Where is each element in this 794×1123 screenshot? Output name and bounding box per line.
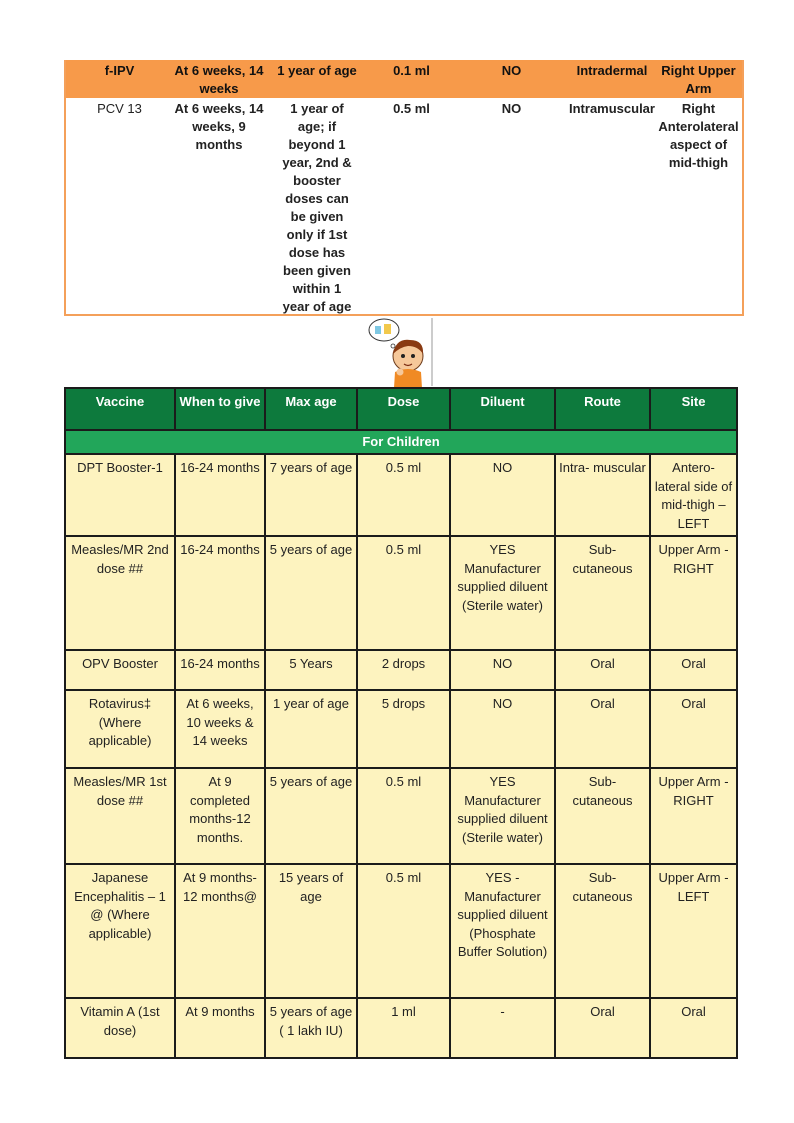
cell-when: At 6 weeks, 14 weeks <box>174 63 264 96</box>
cell-route: Intra- muscular <box>555 454 650 536</box>
cell-route: Intramuscular <box>569 101 655 116</box>
cell-max-age: 5 Years <box>265 650 357 690</box>
max-age-line: age; if <box>297 119 337 134</box>
cell-diluent: NO <box>450 650 555 690</box>
cell-when: At 6 weeks, 10 weeks & 14 weeks <box>175 690 265 768</box>
section-label: For Children <box>65 430 737 454</box>
cell-diluent: NO <box>501 101 522 116</box>
cell-route: Oral <box>555 650 650 690</box>
max-age-line: dose has <box>288 245 346 260</box>
cell-diluent: YES - Manufacturer supplied diluent (Phosphate Buffer Solution) <box>450 864 555 998</box>
cell-site: Antero- lateral side of mid-thigh – LEFT <box>650 454 737 536</box>
max-age-line: only if 1st <box>286 227 348 242</box>
cell-when: At 9 months-12 months@ <box>175 864 265 998</box>
cell-diluent: NO <box>501 63 522 78</box>
cell-dose: 0.5 ml <box>357 864 450 998</box>
table-row <box>65 768 737 864</box>
cell-when: 16-24 months <box>175 454 265 536</box>
max-age-line: been given <box>283 263 351 278</box>
max-age-line: be given <box>290 209 344 224</box>
cell-route: Oral <box>555 690 650 768</box>
cell-when: At 9 months <box>175 998 265 1058</box>
cell-vaccine: Japanese Encephalitis – 1 @ (Where applicable) <box>65 864 175 998</box>
thinking-boy-illustration <box>362 316 440 388</box>
cell-vaccine: OPV Booster <box>65 650 175 690</box>
cell-vaccine: Measles/MR 1st dose ## <box>65 768 175 864</box>
cell-max-age: 1 year of age <box>265 690 357 768</box>
cell-vaccine: Measles/MR 2nd dose ## <box>65 536 175 650</box>
cell-site: Oral <box>650 998 737 1058</box>
children-vaccine-table <box>64 387 738 1059</box>
table-row <box>65 536 737 650</box>
section-row <box>65 430 737 454</box>
cell-dose: 0.5 ml <box>357 536 450 650</box>
cell-dose: 1 ml <box>357 998 450 1058</box>
cell-max-age: 15 years of age <box>265 864 357 998</box>
header-vaccine: Vaccine <box>65 388 175 430</box>
table-row <box>65 454 737 536</box>
cell-max-age: 1 year of age <box>277 63 357 78</box>
header-when: When to give <box>175 388 265 430</box>
cell-site: Upper Arm - RIGHT <box>650 536 737 650</box>
thought-figure <box>375 326 381 334</box>
cell-when: At 6 weeks, 14 weeks, 9 months <box>174 101 264 152</box>
table-header-row <box>65 388 737 430</box>
cell-dose: 0.5 ml <box>357 454 450 536</box>
header-max-age: Max age <box>265 388 357 430</box>
table-row <box>65 998 737 1058</box>
cell-max-age: 5 years of age <box>265 768 357 864</box>
top-vaccine-table <box>64 60 744 316</box>
cell-dose: 0.5 ml <box>393 101 430 116</box>
header-route: Route <box>555 388 650 430</box>
table-row <box>65 650 737 690</box>
cell-vaccine: Rotavirus‡ (Where applicable) <box>65 690 175 768</box>
cell-max-age: 5 years of age ( 1 lakh IU) <box>265 998 357 1058</box>
table-row <box>65 690 737 768</box>
cell-site: Right Anterolateral aspect of mid-thigh <box>658 101 739 170</box>
cell-vaccine: Vitamin A (1st dose) <box>65 998 175 1058</box>
cell-site: Upper Arm - RIGHT <box>650 768 737 864</box>
cell-max-age: 5 years of age <box>265 536 357 650</box>
cell-dose: 2 drops <box>357 650 450 690</box>
max-age-line: 1 year of <box>290 101 344 116</box>
max-age-line: within 1 <box>292 281 342 296</box>
table-row <box>65 864 737 998</box>
cell-route: Sub- cutaneous <box>555 864 650 998</box>
thought-figure <box>384 324 391 334</box>
cell-max-age <box>265 98 369 314</box>
cell-site: Oral <box>650 650 737 690</box>
cell-dose: 5 drops <box>357 690 450 768</box>
cell-vaccine: PCV 13 <box>97 101 142 116</box>
cell-route: Sub- cutaneous <box>555 768 650 864</box>
cell-when: At 9 completed months-12 months. <box>175 768 265 864</box>
top-table-row-pcv13 <box>66 98 742 314</box>
cell-diluent: YES Manufacturer supplied diluent (Sterile water) <box>450 768 555 864</box>
max-age-line: year, 2nd & <box>282 155 352 170</box>
cell-route: Sub- cutaneous <box>555 536 650 650</box>
cell-diluent: NO <box>450 690 555 768</box>
cell-site: Upper Arm - LEFT <box>650 864 737 998</box>
cell-diluent: - <box>450 998 555 1058</box>
cell-diluent: YES Manufacturer supplied diluent (Sterile water) <box>450 536 555 650</box>
cell-site: Oral <box>650 690 737 768</box>
max-age-line: year of age <box>282 299 352 314</box>
cell-site: Right Upper Arm <box>661 63 736 96</box>
max-age-line: booster <box>293 173 341 188</box>
cell-dose: 0.1 ml <box>393 63 430 78</box>
cell-diluent: NO <box>450 454 555 536</box>
cell-route: Intradermal <box>576 63 648 78</box>
cell-vaccine: f-IPV <box>104 63 135 78</box>
cell-max-age: 7 years of age <box>265 454 357 536</box>
header-site: Site <box>650 388 737 430</box>
cell-route: Oral <box>555 998 650 1058</box>
header-dose: Dose <box>357 388 450 430</box>
cell-when: 16-24 months <box>175 536 265 650</box>
header-diluent: Diluent <box>450 388 555 430</box>
boy-hand <box>397 369 404 376</box>
cell-dose: 0.5 ml <box>357 768 450 864</box>
max-age-line: doses can <box>285 191 349 206</box>
top-table-row-fipv <box>66 60 742 98</box>
cell-vaccine: DPT Booster-1 <box>65 454 175 536</box>
max-age-line: beyond 1 <box>288 137 346 152</box>
cell-when: 16-24 months <box>175 650 265 690</box>
